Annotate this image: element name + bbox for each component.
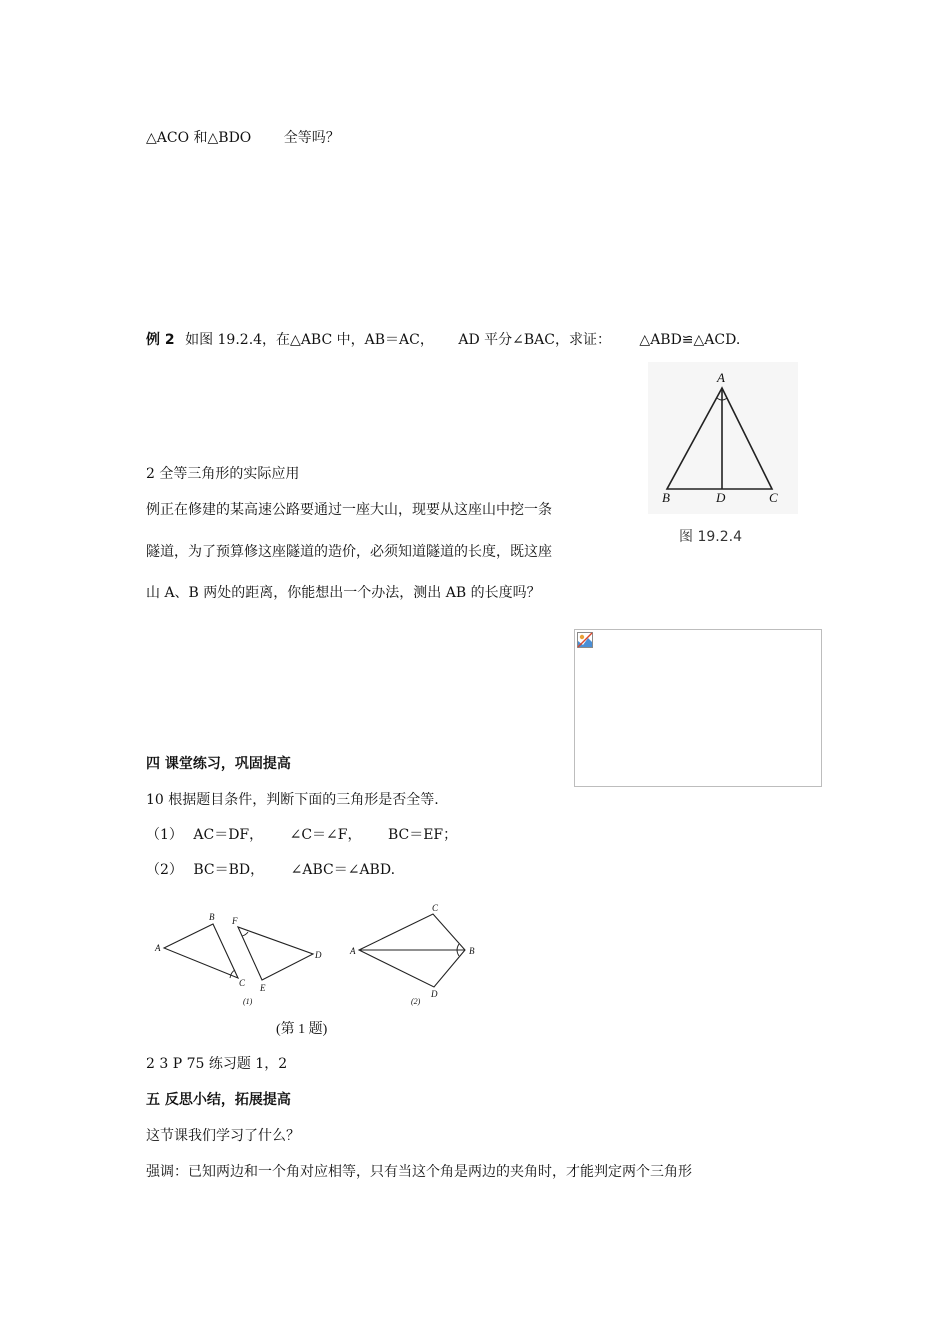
section-2-line-2: 隧道，为了预算修这座隧道的造价，必须知道隧道的长度，既这座 [146, 544, 552, 560]
summary-question: 这节课我们学习了什么？ [146, 1128, 300, 1144]
figure-19-2-4 [648, 362, 808, 522]
part-5-heading: 五 反思小结，拓展提高 [146, 1092, 291, 1108]
image-placeholder [574, 629, 822, 787]
example-2-text3: △ABD≌△ACD. [639, 332, 741, 348]
condition-2-b: ∠ABC＝∠ABD. [290, 862, 396, 878]
angle-f-mark [242, 932, 248, 936]
question-line [146, 131, 340, 145]
practice-line: 2 3 P 75 练习题 1，2 [146, 1056, 288, 1072]
section-2-line-3: 山 A、B 两处的距离，你能想出一个办法，测出 AB 的长度吗？ [146, 585, 541, 601]
exercise-figure [145, 900, 505, 1020]
label-b: B [662, 490, 670, 505]
condition-1-num: （1） [146, 827, 183, 843]
label-a: A [717, 370, 725, 385]
fig1-label-f: F [232, 916, 238, 926]
question-triangles: △ACO 和△BDO [146, 130, 252, 146]
condition-2-num: （2） [146, 862, 183, 878]
condition-2-a: BC＝BD， [193, 862, 265, 878]
question-10: 10 根据题目条件，判断下面的三角形是否全等. [146, 792, 439, 808]
triangle-abc-1 [164, 924, 238, 978]
question-ask: 全等吗？ [283, 130, 340, 146]
fig1-label-c: C [239, 978, 246, 988]
section-2-heading: 2 全等三角形的实际应用 [146, 466, 300, 482]
broken-image-icon [577, 632, 593, 648]
example-2-text2: AD 平分∠BAC，求证： [458, 332, 611, 348]
label-d: D [716, 490, 726, 505]
label-c: C [769, 490, 778, 505]
fig2-label-b: B [469, 946, 475, 956]
condition-2 [146, 863, 395, 877]
triangle-fed [238, 927, 313, 980]
example-2-text: 如图 19.2.4，在△ABC 中，AB＝AC， [185, 332, 434, 348]
example-2-label: 例 2 [146, 332, 175, 348]
fig1-label-a: A [155, 943, 161, 953]
section-2-line-1: 例正在修建的某高速公路要通过一座大山，现要从这座山中挖一条 [146, 502, 552, 518]
condition-1-c: BC＝EF； [387, 827, 458, 843]
example-2 [146, 333, 740, 347]
condition-1-b: ∠C＝∠F， [289, 827, 362, 843]
part-4-heading: 四 课堂练习，巩固提高 [146, 756, 291, 772]
figure-19-2-4-caption: 图 19.2.4 [679, 529, 742, 545]
emphasis-line: 强调：已知两边和一个角对应相等，只有当这个角是两边的夹角时，才能判定两个三角形 [146, 1164, 692, 1180]
fig2-label-a: A [350, 946, 356, 956]
fig1-label-e: E [260, 983, 266, 993]
fig2-sub: (2) [411, 997, 421, 1006]
condition-1 [146, 828, 457, 842]
triangle-abc [667, 388, 772, 489]
fig2-label-c: C [432, 903, 439, 913]
fig1-label-b: B [209, 912, 215, 922]
fig1-label-d: D [315, 950, 322, 960]
exercise-caption: (第 1 题) [276, 1022, 328, 1037]
condition-1-a: AC＝DF， [193, 827, 264, 843]
fig2-label-d: D [431, 989, 438, 999]
fig1-sub: (1) [243, 997, 253, 1006]
